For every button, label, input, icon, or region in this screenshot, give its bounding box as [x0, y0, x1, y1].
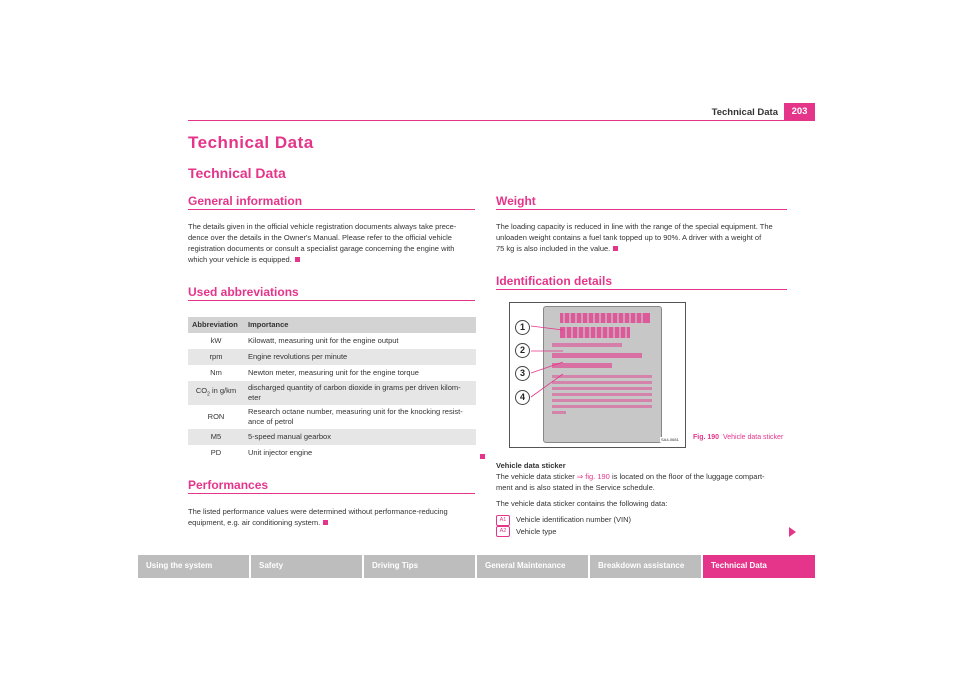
- importance-cell: Engine revolutions per minute: [244, 349, 476, 365]
- text-line: The details given in the official vehicle registration documents always take prece-: [188, 222, 457, 231]
- table-row: [188, 333, 476, 349]
- table-row: [188, 365, 476, 381]
- text-line: ance of petrol: [248, 417, 294, 426]
- subscript: 2: [207, 391, 210, 398]
- figure-caption-text: Vehicle data sticker: [722, 434, 784, 441]
- column-header-importance: Importance: [244, 317, 476, 333]
- tab-technical-data[interactable]: Technical Data: [703, 555, 815, 578]
- tab-driving-tips[interactable]: Driving Tips: [364, 555, 475, 578]
- text-line: registration documents or consult a specialist garage concerning the engine with: [188, 244, 455, 253]
- importance-cell: 5-speed manual gearbox: [244, 429, 476, 445]
- weight-text: [496, 221, 791, 254]
- text-line: 75 kg is also included in the value.: [496, 244, 611, 253]
- importance-cell: Kilowatt, measuring unit for the engine output: [248, 336, 399, 345]
- list-item: [496, 526, 796, 538]
- identification-text: [496, 460, 796, 537]
- item-marker-a2-icon: A2: [496, 526, 510, 537]
- callout-leader-lines: [525, 318, 565, 408]
- tab-general-maintenance[interactable]: General Maintenance: [477, 555, 588, 578]
- abbreviation-cell: rpm: [188, 349, 244, 365]
- text-line: equipment, e.g. air conditioning system.: [188, 518, 321, 527]
- text-line: ment and is also stated in the Service schedule.: [496, 483, 655, 492]
- callout-2: 2: [515, 343, 530, 358]
- running-header-title: Technical Data: [711, 107, 778, 118]
- abbreviations-table: [188, 317, 476, 461]
- identification-details-heading: Identification details: [496, 274, 613, 288]
- tab-using-the-system[interactable]: Using the system: [138, 555, 249, 578]
- abbreviation-text: CO: [195, 386, 208, 396]
- table-header-row: [188, 317, 476, 333]
- text-span: The vehicle data sticker: [496, 472, 577, 481]
- chapter-tab-bar: [138, 555, 822, 578]
- abbreviation-cell: Nm: [210, 368, 222, 377]
- text-line: The loading capacity is reduced in line with the range of the special equipment. The: [496, 222, 773, 231]
- performances-text: [188, 506, 478, 528]
- abbreviation-cell: M5: [188, 429, 244, 445]
- callout-3: 3: [515, 366, 530, 381]
- table-row: [188, 445, 476, 461]
- list-item-text: Vehicle type: [516, 526, 557, 536]
- abbreviation-cell: PD: [210, 448, 222, 457]
- end-of-section-marker: [480, 454, 485, 459]
- heading-rule: [496, 209, 787, 210]
- importance-cell: Unit injector engine: [248, 448, 313, 457]
- table-row: [188, 349, 476, 365]
- table-row: [188, 381, 476, 405]
- heading-rule: [188, 300, 475, 301]
- list-item: [496, 514, 796, 526]
- figure-number: Fig. 190: [693, 434, 720, 441]
- text-line: which your vehicle is equipped.: [188, 255, 292, 264]
- callout-1: 1: [515, 320, 530, 335]
- general-information-text: [188, 221, 478, 265]
- text-line: [496, 471, 796, 482]
- callout-4: 4: [515, 390, 530, 405]
- abbreviation-cell: RON: [207, 412, 225, 421]
- end-of-section-marker: [323, 520, 328, 525]
- heading-rule: [496, 289, 787, 290]
- figure-id-label: SA4-0681: [661, 437, 679, 442]
- header-rule: [188, 120, 815, 121]
- text-span: is located on the floor of the luggage compart-: [609, 472, 765, 481]
- importance-cell: [244, 381, 476, 405]
- section-title: Technical Data: [188, 165, 286, 181]
- text-line: Research octane number, measuring unit for the knocking resist-: [248, 407, 463, 416]
- text-line: The vehicle data sticker contains the following data:: [496, 499, 668, 508]
- used-abbreviations-heading: Used abbreviations: [188, 285, 299, 299]
- weight-heading: Weight: [496, 194, 536, 208]
- text-line: The listed performance values were determined without performance-reducing: [188, 507, 448, 516]
- tab-breakdown-assistance[interactable]: Breakdown assistance: [590, 555, 701, 578]
- tab-safety[interactable]: Safety: [251, 555, 362, 578]
- column-header-abbreviation: Abbreviation: [188, 317, 244, 333]
- performances-heading: Performances: [188, 478, 269, 492]
- table-row: [188, 405, 476, 429]
- page-number: 203: [784, 103, 815, 120]
- figure-caption: [693, 434, 783, 441]
- end-of-section-marker: [295, 257, 300, 262]
- text-line: dence over the details in the Owner's Manual. Please refer to the official vehicle: [188, 233, 452, 242]
- text-line: discharged quantity of carbon dioxide in grams per driven kilom-: [248, 383, 461, 392]
- list-item-text: Vehicle identification number (VIN): [516, 515, 632, 524]
- heading-rule: [188, 209, 475, 210]
- end-of-section-marker: [613, 246, 618, 251]
- general-information-heading: General information: [188, 194, 303, 208]
- heading-rule: [188, 493, 475, 494]
- importance-cell: [244, 405, 476, 429]
- importance-cell: Newton meter, measuring unit for the engine torque: [248, 368, 419, 377]
- chapter-title: Technical Data: [188, 133, 314, 152]
- text-line: unloaden weight contains a fuel tank topped up to 90%. A driver with a weight of: [496, 233, 762, 242]
- figure-reference-link[interactable]: ⇒ fig. 190: [576, 472, 610, 481]
- next-page-arrow-icon[interactable]: [789, 527, 796, 537]
- vehicle-data-sticker-subheading: Vehicle data sticker: [496, 461, 566, 470]
- text-line: eter: [248, 393, 261, 402]
- abbreviation-cell: [188, 381, 244, 405]
- abbreviation-cell: kW: [210, 336, 222, 345]
- item-marker-a1-icon: A1: [496, 515, 510, 526]
- table-row: [188, 429, 476, 445]
- abbreviation-text: in g/km: [209, 386, 237, 396]
